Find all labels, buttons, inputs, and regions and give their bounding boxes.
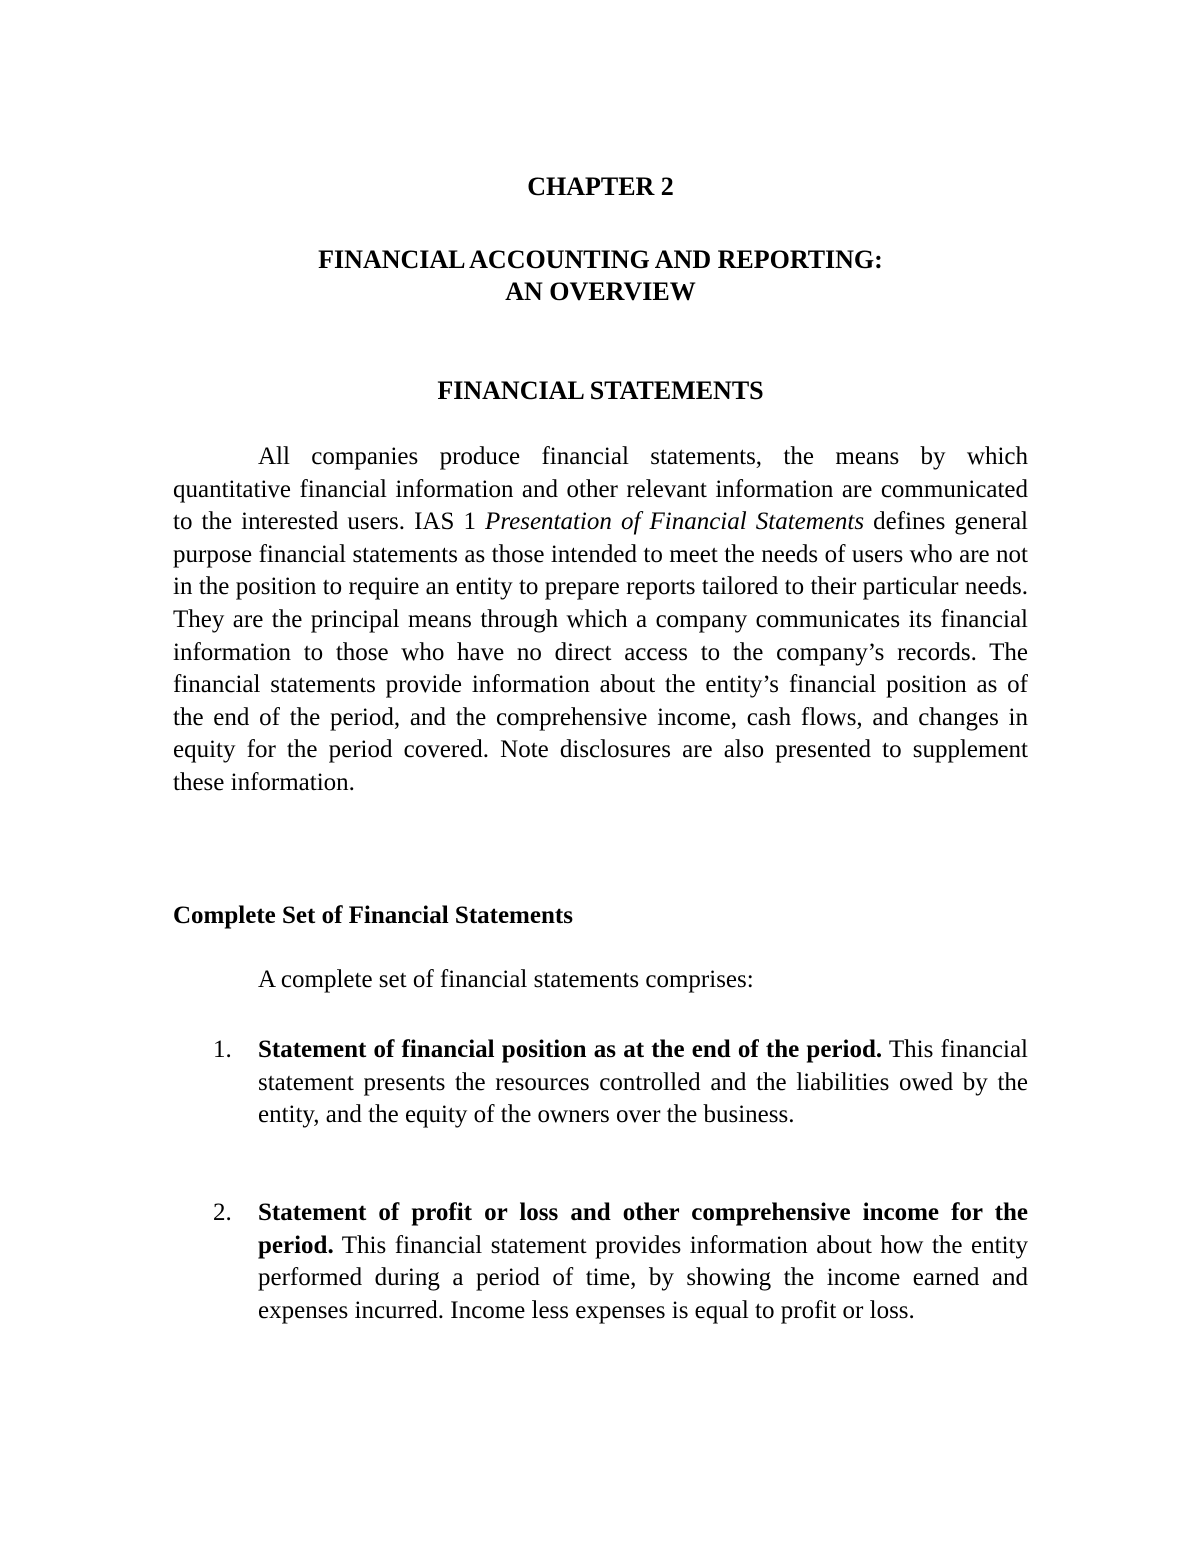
list-item-body bbox=[258, 1197, 1028, 1327]
chapter-title-line-1: FINANCIAL ACCOUNTING AND REPORTING: bbox=[318, 245, 883, 274]
paragraph-text-1: All companies produce financial statements, the means by which quantitative financial information and other relevant information are communicated to the interested users. IAS 1 bbox=[173, 443, 1028, 536]
list-item-text: This financial statement presents the resources controlled and the liabilities owed by the entity, and the equity of the owners over the business. bbox=[258, 1036, 1028, 1129]
list-number: 2. bbox=[213, 1199, 232, 1226]
subheading: Complete Set of Financial Statements bbox=[173, 902, 573, 929]
list-item-text: This financial statement provides information about how the entity performed during a period of time, by showing the income earned and expenses incurred. Income less expenses is equal to profit or loss. bbox=[258, 1231, 1028, 1324]
chapter-title bbox=[173, 244, 1028, 308]
list-item-bold: Statement of financial position as at the end of the period. bbox=[258, 1036, 883, 1063]
chapter-label: CHAPTER 2 bbox=[527, 172, 674, 201]
intro-paragraph bbox=[173, 441, 1028, 800]
list-intro: A complete set of financial statements comprises: bbox=[258, 966, 754, 993]
list-number: 1. bbox=[213, 1036, 232, 1063]
paragraph-italic-title: Presentation of Financial Statements bbox=[485, 508, 865, 536]
paragraph-text-2: defines general purpose financial statements as those intended to meet the needs of users who are not in the position to require an entity to prepare reports tailored to their particular needs. They are the principal means through which a company communicates its financial information to those who have no direct access to the company’s records. The financial statements provide information about the entity’s financial position as of the end of the period, and the comprehensive income, cash flows, and changes in equity for the period covered. Note disclosures are also presented to supplement these information. bbox=[173, 508, 1028, 796]
list-item-bold: Statement of profit or loss and other comprehensive income for the period. bbox=[258, 1199, 1028, 1259]
chapter-title-line-2: AN OVERVIEW bbox=[505, 277, 696, 306]
section-heading: FINANCIAL STATEMENTS bbox=[437, 376, 764, 405]
list-item-body bbox=[258, 1034, 1028, 1132]
